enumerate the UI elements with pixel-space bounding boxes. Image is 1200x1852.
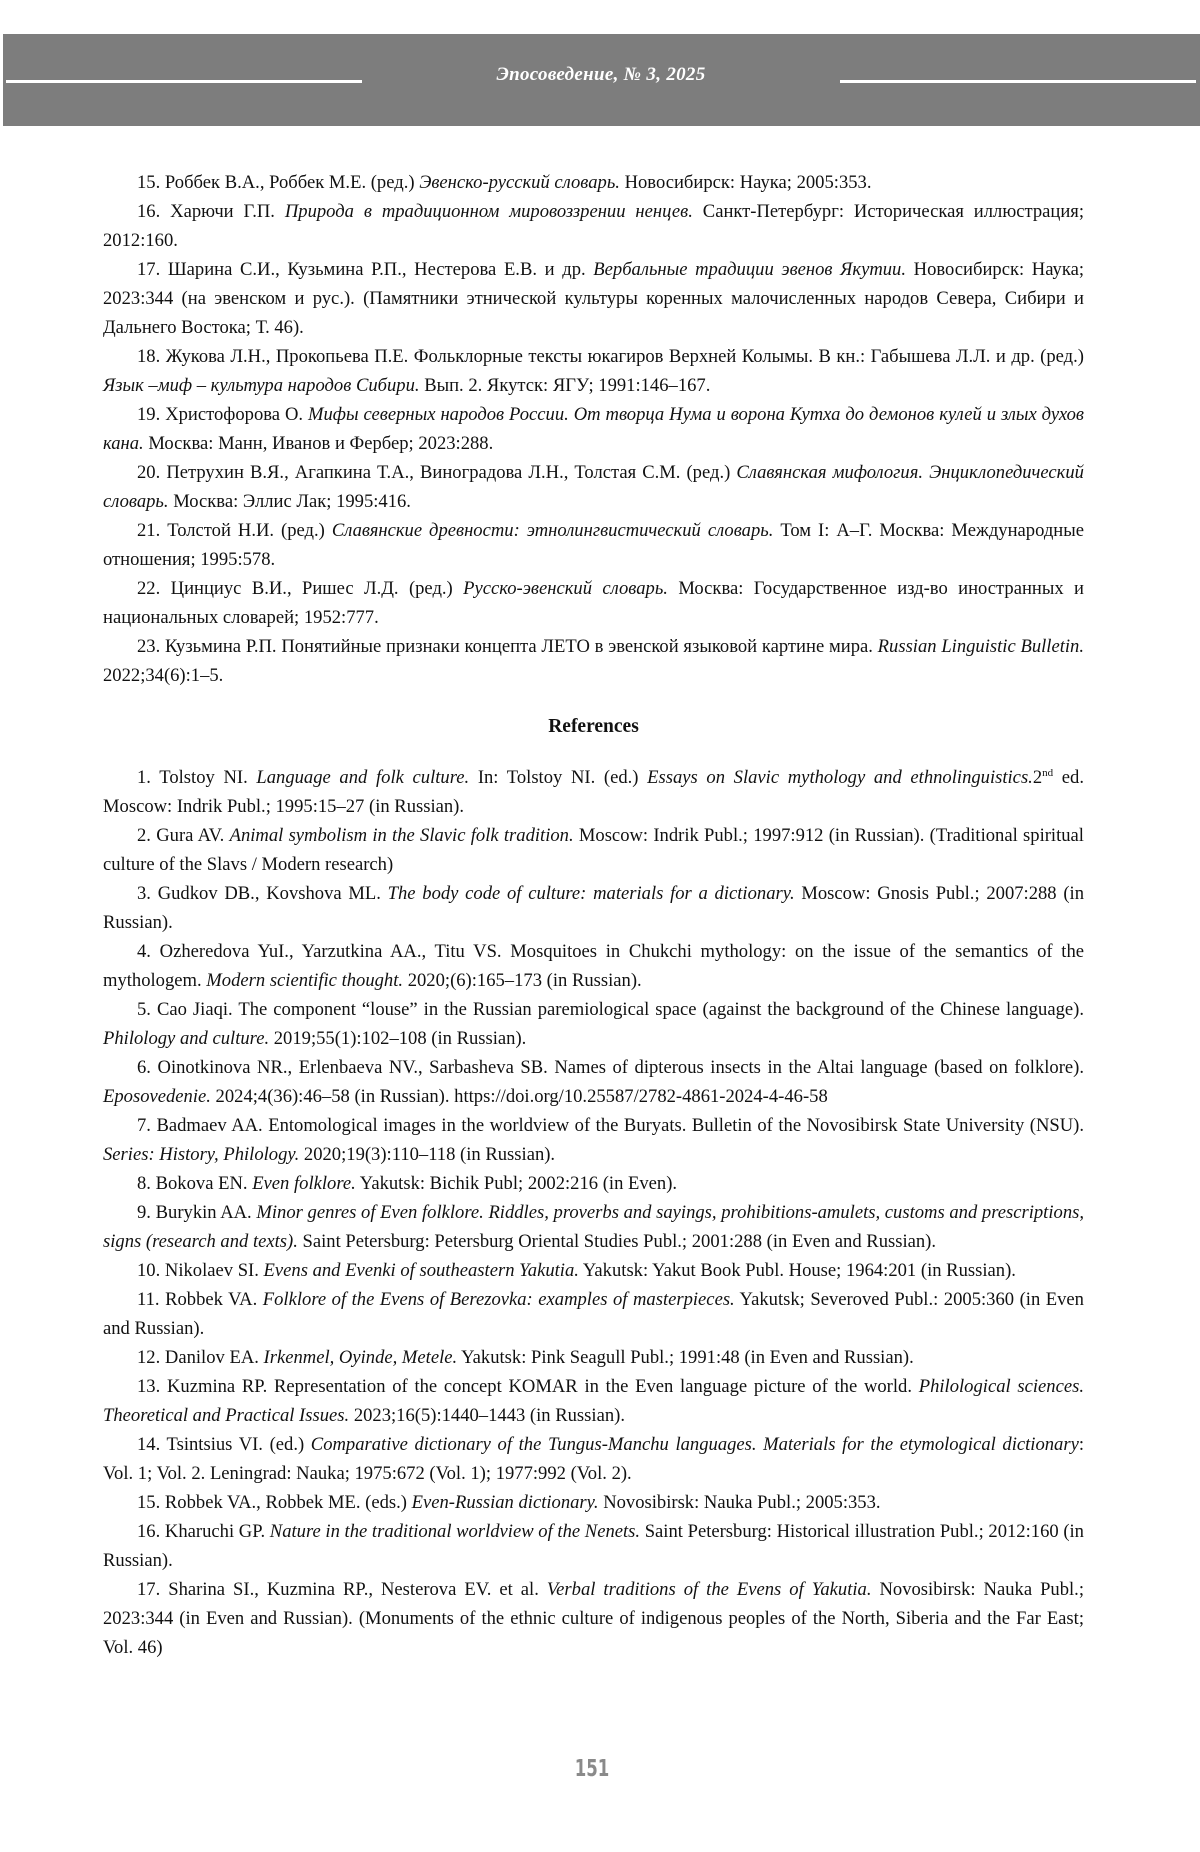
- reference-title: Eposovedenie.: [103, 1086, 211, 1107]
- reference-text: 2020;(6):165–173 (in Russian).: [403, 970, 642, 991]
- reference-text: Novosibirsk: Nauka Publ.; 2005:353.: [598, 1492, 881, 1513]
- reference-text: Петрухин В.Я., Агапкина Т.А., Виноградова Л.Н., Толстая С.М. (ред.): [166, 462, 737, 483]
- reference-text: Sharina SI., Kuzmina RP., Nesterova EV. et al.: [168, 1579, 547, 1600]
- reference-text: Кузьмина Р.П. Понятийные признаки концепта ЛЕТО в эвенской языковой картине мира.: [165, 636, 878, 657]
- reference-number: 17.: [137, 1579, 161, 1600]
- reference-title: Philological sciences. Theoretical and Practical Issues.: [103, 1376, 1084, 1426]
- reference-number: 13.: [137, 1376, 161, 1397]
- reference-text: Moscow: Indrik Publ.; 1997:912 (in Russian). (Traditional spiritual culture of the Slavs / Modern research): [103, 825, 1084, 875]
- reference-entry: [103, 1343, 1084, 1372]
- reference-title: Verbal traditions of the Evens of Yakutia.: [546, 1579, 872, 1600]
- reference-text: 2020;19(3):110–118 (in Russian).: [299, 1144, 556, 1165]
- reference-text: Харючи Г.П.: [170, 201, 285, 222]
- reference-title: Вербальные традиции эвенов Якутии.: [593, 259, 906, 280]
- references-heading: References: [548, 716, 639, 737]
- reference-text: 2024;4(36):46–58 (in Russian). https://doi.org/10.25587/2782-4861-2024-4-46-58: [210, 1086, 828, 1107]
- reference-text: Kuzmina RP. Representation of the concept KOMAR in the Even language picture of the world.: [167, 1376, 919, 1397]
- reference-text: Новосибирск: Наука; 2005:353.: [619, 172, 872, 193]
- reference-entry: [103, 995, 1084, 1053]
- reference-text: Badmaev AA. Entomological images in the worldview of the Buryats. Bulletin of the Novosibirsk State University (NSU).: [156, 1115, 1084, 1136]
- reference-entry: [103, 1488, 1084, 1517]
- reference-title: Evens and Evenki of southeastern Yakutia.: [263, 1260, 579, 1281]
- reference-entry: [103, 458, 1084, 516]
- reference-title: Эвенско-русский словарь.: [419, 172, 620, 193]
- reference-entry: [103, 1198, 1084, 1256]
- reference-entry: [103, 1256, 1084, 1285]
- reference-entry: [103, 937, 1084, 995]
- reference-title: Природа в традиционном мировоззрении ненцев.: [284, 201, 693, 222]
- reference-title: Philology and culture.: [103, 1028, 270, 1049]
- reference-text: Burykin AA.: [155, 1202, 257, 1223]
- reference-text: Tsintsius VI. (ed.): [166, 1434, 311, 1455]
- reference-text: Толстой Н.И. (ред.): [167, 520, 332, 541]
- reference-text: Danilov EA.: [164, 1347, 264, 1368]
- english-reference-list: [103, 763, 1084, 1662]
- reference-text: Saint Petersburg: Petersburg Oriental Studies Publ.; 2001:288 (in Even and Russian).: [297, 1231, 937, 1252]
- reference-text: Жукова Л.Н., Прокопьева П.Е. Фольклорные тексты юкагиров Верхней Колымы. В кн.: Габышева Л.Л. и др. (ред.): [165, 346, 1084, 367]
- reference-title: Even folklore.: [252, 1173, 356, 1194]
- reference-entry: [103, 574, 1084, 632]
- reference-title: Animal symbolism in the Slavic folk tradition.: [229, 825, 574, 846]
- reference-number: 9.: [137, 1202, 151, 1223]
- reference-number: 4.: [137, 941, 151, 962]
- reference-text: In: Tolstoy NI. (ed.): [469, 767, 648, 788]
- edition-number: 2: [1032, 767, 1043, 788]
- reference-text: Цинциус В.И., Ришес Л.Д. (ред.): [170, 578, 464, 599]
- reference-text: Robbek VA., Robbek ME. (eds.): [164, 1492, 412, 1513]
- reference-entry: [103, 400, 1084, 458]
- reference-entry: [103, 1169, 1084, 1198]
- reference-text: Novosibirsk: Nauka Publ.; 2023:344 (in Even and Russian). (Monuments of the ethnic culture of indigenous peoples of the North, Siberia and the Far East; Vol. 46): [103, 1579, 1084, 1658]
- reference-title: Folklore of the Evens of Berezovka: examples of masterpieces.: [262, 1289, 735, 1310]
- reference-number: 15.: [137, 172, 161, 193]
- reference-number: 19.: [137, 404, 161, 425]
- reference-title: Comparative dictionary of the Tungus-Manchu languages. Materials for the etymological dictionary: [310, 1434, 1079, 1455]
- reference-title: Series: History, Philology.: [103, 1144, 300, 1165]
- reference-title: The body code of culture: materials for a dictionary.: [387, 883, 795, 904]
- reference-entry: [103, 821, 1084, 879]
- edition-suffix: nd: [1042, 767, 1054, 779]
- reference-entry: [103, 879, 1084, 937]
- russian-reference-list: [103, 168, 1084, 690]
- reference-text: Kharuchi GP.: [164, 1521, 270, 1542]
- reference-text: ed. Moscow: Indrik Publ.; 1995:15–27 (in Russian).: [103, 767, 1084, 817]
- reference-entry: [103, 1285, 1084, 1343]
- reference-number: 6.: [137, 1057, 151, 1078]
- reference-title: Nature in the traditional worldview of the Nenets.: [269, 1521, 641, 1542]
- reference-text: Москва: Манн, Иванов и Фербер; 2023:288.: [143, 433, 494, 454]
- reference-entry: [103, 1430, 1084, 1488]
- reference-title: Мифы северных народов России. От творца Нума и ворона Кутха до демонов кулей и злых духов кана.: [103, 404, 1084, 454]
- reference-number: 14.: [137, 1434, 161, 1455]
- reference-number: 1.: [137, 767, 151, 788]
- reference-text: Moscow: Gnosis Publ.; 2007:288 (in Russian).: [103, 883, 1084, 933]
- reference-entry: [103, 197, 1084, 255]
- reference-title: Even-Russian dictionary.: [411, 1492, 599, 1513]
- reference-number: 3.: [137, 883, 151, 904]
- reference-text: Вып. 2. Якутск: ЯГУ; 1991:146–167.: [419, 375, 711, 396]
- reference-number: 23.: [137, 636, 161, 657]
- reference-text: : Vol. 1; Vol. 2. Leningrad: Nauka; 1975:672 (Vol. 1); 1977:992 (Vol. 2).: [103, 1434, 1085, 1484]
- reference-number: 12.: [137, 1347, 161, 1368]
- reference-number: 20.: [137, 462, 161, 483]
- reference-number: 16.: [137, 201, 161, 222]
- reference-number: 5.: [137, 999, 151, 1020]
- reference-number: 8.: [137, 1173, 151, 1194]
- reference-text: Nikolaev SI.: [164, 1260, 264, 1281]
- reference-entry: [103, 168, 1084, 197]
- reference-content: [103, 168, 1084, 1662]
- reference-number: 2.: [137, 825, 151, 846]
- reference-entry: [103, 1575, 1084, 1662]
- reference-number: 11.: [137, 1289, 160, 1310]
- reference-text: 2019;55(1):102–108 (in Russian).: [269, 1028, 527, 1049]
- reference-entry: [103, 1111, 1084, 1169]
- reference-entry: [103, 1517, 1084, 1575]
- reference-title: Modern scientific thought.: [206, 970, 404, 991]
- reference-title: Minor genres of Even folklore. Riddles, proverbs and sayings, prohibitions-amulets, customs and prescriptions, signs (research and texts).: [103, 1202, 1084, 1252]
- reference-text: Gura AV.: [156, 825, 230, 846]
- reference-text: Христофорова О.: [165, 404, 309, 425]
- reference-text: Yakutsk: Pink Seagull Publ.; 1991:48 (in Even and Russian).: [457, 1347, 914, 1368]
- reference-text: Роббек В.А., Роббек М.Е. (ред.): [164, 172, 420, 193]
- reference-text: Yakutsk: Bichik Publ; 2002:216 (in Even).: [355, 1173, 678, 1194]
- reference-number: 17.: [137, 259, 161, 280]
- reference-entry: [103, 1372, 1084, 1430]
- reference-entry: [103, 1053, 1084, 1111]
- reference-text: Saint Petersburg: Historical illustration Publ.; 2012:160 (in Russian).: [103, 1521, 1084, 1571]
- reference-title: Русско-эвенский словарь.: [463, 578, 668, 599]
- reference-number: 22.: [137, 578, 161, 599]
- reference-number: 7.: [137, 1115, 151, 1136]
- reference-text: Москва: Государственное изд-во иностранных и национальных словарей; 1952:777.: [103, 578, 1084, 628]
- reference-number: 18.: [137, 346, 161, 367]
- reference-text: Шарина С.И., Кузьмина Р.П., Нестерова Е.В. и др.: [167, 259, 594, 280]
- reference-title: Essays on Slavic mythology and ethnolinguistics.: [647, 767, 1033, 788]
- reference-title: Language and folk culture.: [256, 767, 470, 788]
- reference-entry: [103, 632, 1084, 690]
- reference-entry: [103, 763, 1084, 821]
- reference-text: Том I: А–Г. Москва: Международные отношения; 1995:578.: [103, 520, 1084, 570]
- reference-number: 15.: [137, 1492, 161, 1513]
- reference-text: 2022;34(6):1–5.: [103, 665, 224, 686]
- reference-title: Язык –миф – культура народов Сибири.: [103, 375, 420, 396]
- reference-text: Gudkov DB., Kovshova ML.: [157, 883, 388, 904]
- reference-text: Robbek VA.: [165, 1289, 263, 1310]
- reference-number: 16.: [137, 1521, 161, 1542]
- reference-entry: [103, 342, 1084, 400]
- reference-text: Tolstoy NI.: [159, 767, 257, 788]
- page-number: 151: [574, 1756, 610, 1782]
- reference-text: Cao Jiaqi. The component “louse” in the Russian paremiological space (against the background of the Chinese language).: [156, 999, 1084, 1020]
- reference-text: Bokova EN.: [155, 1173, 253, 1194]
- reference-text: Санкт-Петербург: Историческая иллюстрация; 2012:160.: [103, 201, 1084, 251]
- reference-number: 21.: [137, 520, 161, 541]
- reference-title: Russian Linguistic Bulletin.: [877, 636, 1084, 657]
- reference-number: 10.: [137, 1260, 161, 1281]
- journal-title: Эпосоведение, № 3, 2025: [496, 64, 706, 85]
- reference-title: Irkenmel, Oyinde, Metele.: [263, 1347, 458, 1368]
- header-rule-left: [6, 80, 362, 83]
- reference-text: Oinotkinova NR., Erlenbaeva NV., Sarbasheva SB. Names of dipterous insects in the Altai language (based on folklore).: [157, 1057, 1084, 1078]
- reference-title: Славянские древности: этнолингвистический словарь.: [331, 520, 774, 541]
- reference-text: Yakutsk: Yakut Book Publ. House; 1964:201 (in Russian).: [578, 1260, 1016, 1281]
- reference-entry: [103, 255, 1084, 342]
- reference-entry: [103, 516, 1084, 574]
- reference-text: Yakutsk; Severoved Publ.: 2005:360 (in Even and Russian).: [103, 1289, 1084, 1339]
- header-rule-right: [840, 80, 1196, 83]
- reference-text: Новосибирск: Наука; 2023:344 (на эвенском и рус.). (Памятники этнической культуры коренных малочисленных народов Севера, Сибири и Дальнего Востока; Т. 46).: [103, 259, 1084, 338]
- reference-text: Москва: Эллис Лак; 1995:416.: [168, 491, 411, 512]
- reference-text: 2023;16(5):1440–1443 (in Russian).: [349, 1405, 625, 1426]
- reference-title: Славянская мифология. Энциклопедический словарь.: [103, 462, 1084, 512]
- reference-text: Ozheredova YuI., Yarzutkina AA., Titu VS. Mosquitoes in Chukchi mythology: on the issue of the semantics of the mythologem.: [103, 941, 1084, 991]
